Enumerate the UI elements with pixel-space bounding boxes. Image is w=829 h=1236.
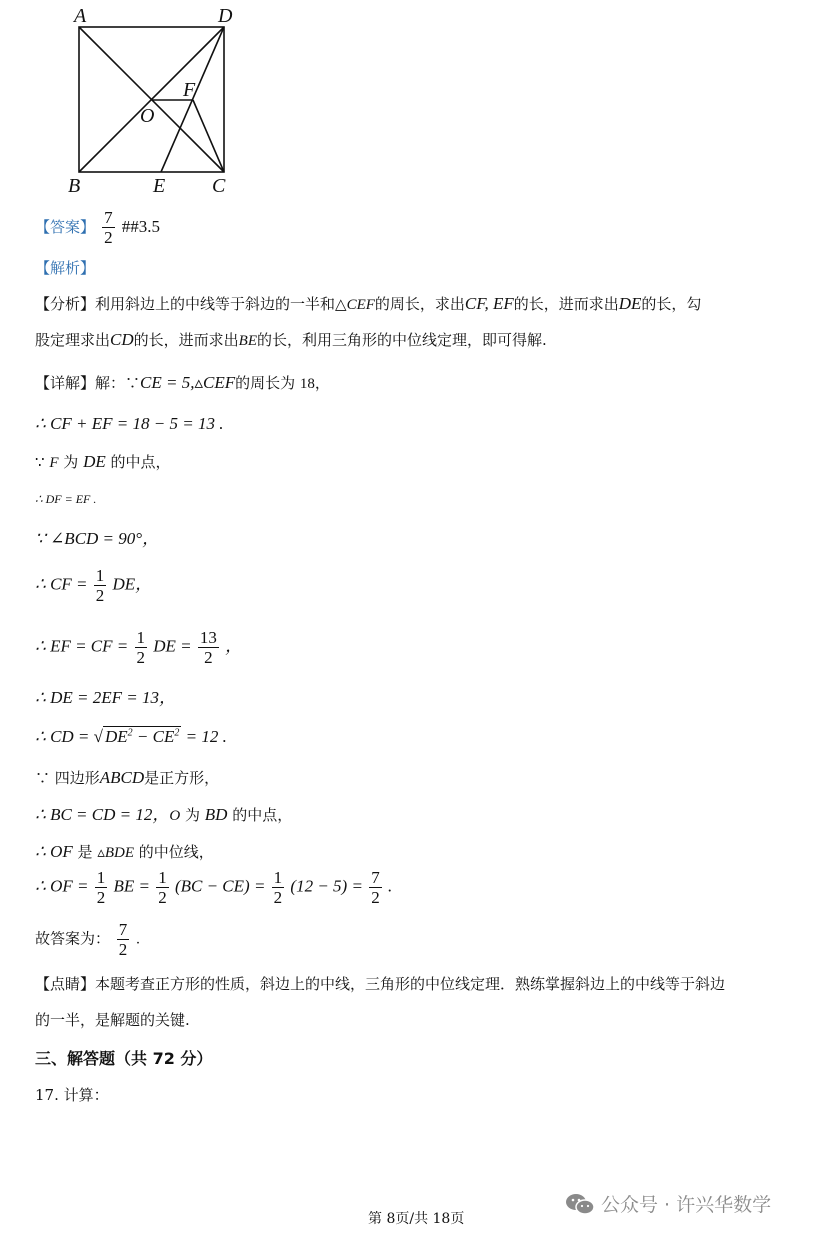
detail-line-12: ∴ OF 是 ▵BDE 的中位线， (35, 842, 214, 861)
label-d: D (218, 5, 233, 27)
answer-fraction: $\frac{7}{2}$ (104, 208, 113, 247)
label-b: B (68, 175, 81, 197)
label-a: A (74, 5, 87, 27)
detail-line-8: ∴ DE = 2EF = 13， (35, 688, 176, 707)
detail-line-13: ∴ OF = $\frac{1}{2}$ BE = $\frac{1}{2}$ (BC − CE) = $\frac{1}{2}$ (12 − 5) = $\frac{7}{2}$ . (35, 868, 393, 907)
detail-line-1: 【详解】解：∵CE = 5,▵CEF的周长为 18， (35, 373, 330, 392)
detail-line-6: ∴ CF = $\frac{1}{2}$ DE， (35, 566, 153, 605)
detail-line-9: ∴ CD = √ $DE^2 - CE^2 = 12$ . (35, 727, 227, 746)
detail-line-5: ∵ ∠BCD = 90°， (35, 529, 160, 548)
square-geometry-figure (60, 2, 260, 198)
analysis-line-1: 【分析】利用斜边上的中线等于斜边的一半和△CEF的周长，求出CF, EF的长，进而求出DE的长，勾 (35, 294, 702, 313)
section-title: 三、解答题（共 72 分） (35, 1049, 213, 1068)
comment-line-1: 【点睛】本题考查正方形的性质，斜边上的中线，三角形的中位线定理．熟练掌握斜边上的中线等于斜边 (35, 975, 726, 993)
label-e: E (153, 175, 166, 197)
label-c: C (212, 175, 226, 197)
answer-line (35, 208, 160, 247)
detail-line-7: ∴ EF = CF = $\frac{1}{2}$ DE = $\frac{13}{2}$ ， (35, 628, 243, 667)
answer-alt: ##3.5 (121, 217, 160, 236)
answer-tag: 【答案】 (35, 218, 96, 236)
comment-line-2: 的一半，是解题的关键. (35, 1011, 190, 1029)
label-o: O (140, 105, 155, 127)
page-footer: 第 8页/共 18页 (368, 1211, 465, 1227)
label-f: F (183, 79, 196, 101)
watermark (565, 1190, 771, 1217)
question-17: 17. 计算： (35, 1086, 109, 1104)
detail-line-2: ∴ CF + EF = 18 − 5 = 13 . (35, 414, 224, 433)
detail-line-14: 故答案为： $\frac{7}{2}$ . (35, 920, 140, 959)
detail-line-10: ∵ 四边形ABCD是正方形， (35, 768, 220, 787)
detail-line-11: ∴ BC = CD = 12，O 为 BD 的中点， (35, 805, 293, 824)
analysis-line-2: 股定理求出CD的长，进而求出BE的长，利用三角形的中位线定理，即可得解. (35, 330, 547, 349)
detail-line-3: ∵ F 为 DE 的中点， (35, 452, 171, 471)
analysis-tag: 【解析】 (35, 259, 96, 277)
segment-fc (193, 100, 224, 172)
detail-line-4: ∴ DF = EF . (35, 492, 97, 506)
watermark-text: 公众号 · 许兴华数学 (601, 1194, 772, 1216)
wechat-icon (565, 1192, 595, 1216)
